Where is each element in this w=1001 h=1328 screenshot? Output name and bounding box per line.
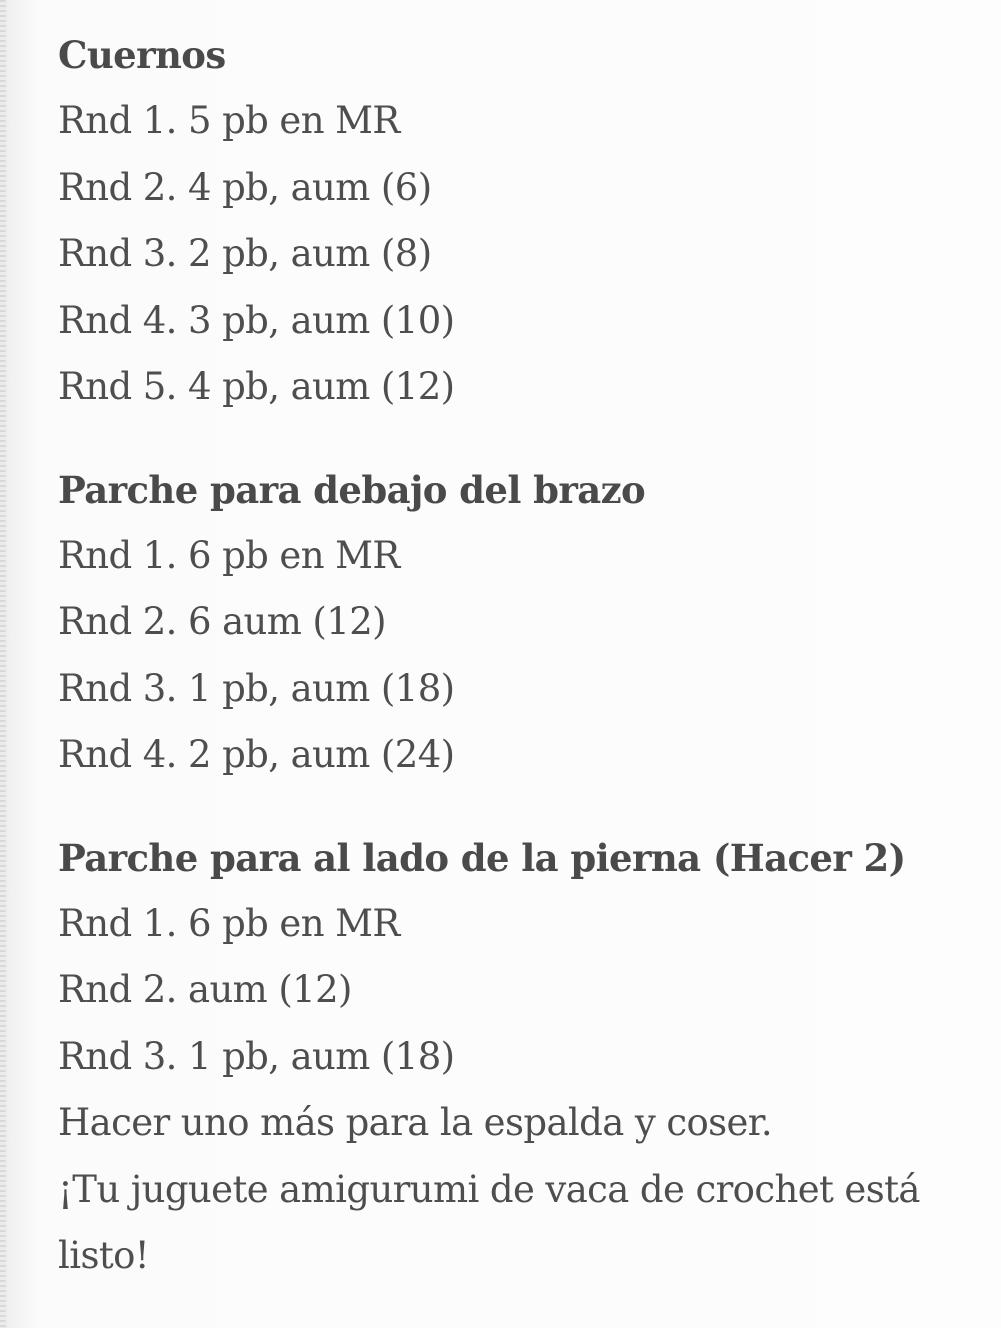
round-line: Rnd 2. 6 aum (12) [58,600,386,643]
section-parche-brazo [58,457,958,789]
left-edge-border [0,0,6,1328]
closing-line: ¡Tu juguete amigurumi de vaca de crochet está listo! [58,1167,920,1277]
round-line: Rnd 1. 6 pb en MR [58,901,400,945]
round-line: Rnd 2. 4 pb, aum (6) [58,165,432,209]
round-line: Rnd 5. 4 pb, aum (12) [58,365,455,408]
section-parche-pierna [58,825,958,1289]
round-line: Rnd 4. 3 pb, aum (10) [58,298,455,342]
pattern-content [58,22,958,1289]
round-line: Rnd 3. 2 pb, aum (8) [58,232,432,275]
round-line: Rnd 3. 1 pb, aum (18) [58,666,455,710]
round-line: Rnd 4. 2 pb, aum (24) [58,733,455,776]
round-line: Rnd 3. 1 pb, aum (18) [58,1034,455,1078]
section-heading: Parche para debajo del brazo [58,467,646,512]
round-line: Rnd 1. 6 pb en MR [58,533,400,577]
round-line: Rnd 1. 5 pb en MR [58,99,400,142]
section-heading: Parche para al lado de la pierna (Hacer 2) [58,835,906,880]
section-heading: Cuernos [58,33,226,77]
round-line: Rnd 2. aum (12) [58,968,352,1011]
section-cuernos [58,22,958,421]
instruction-line: Hacer uno más para la espalda y coser. [58,1101,772,1144]
